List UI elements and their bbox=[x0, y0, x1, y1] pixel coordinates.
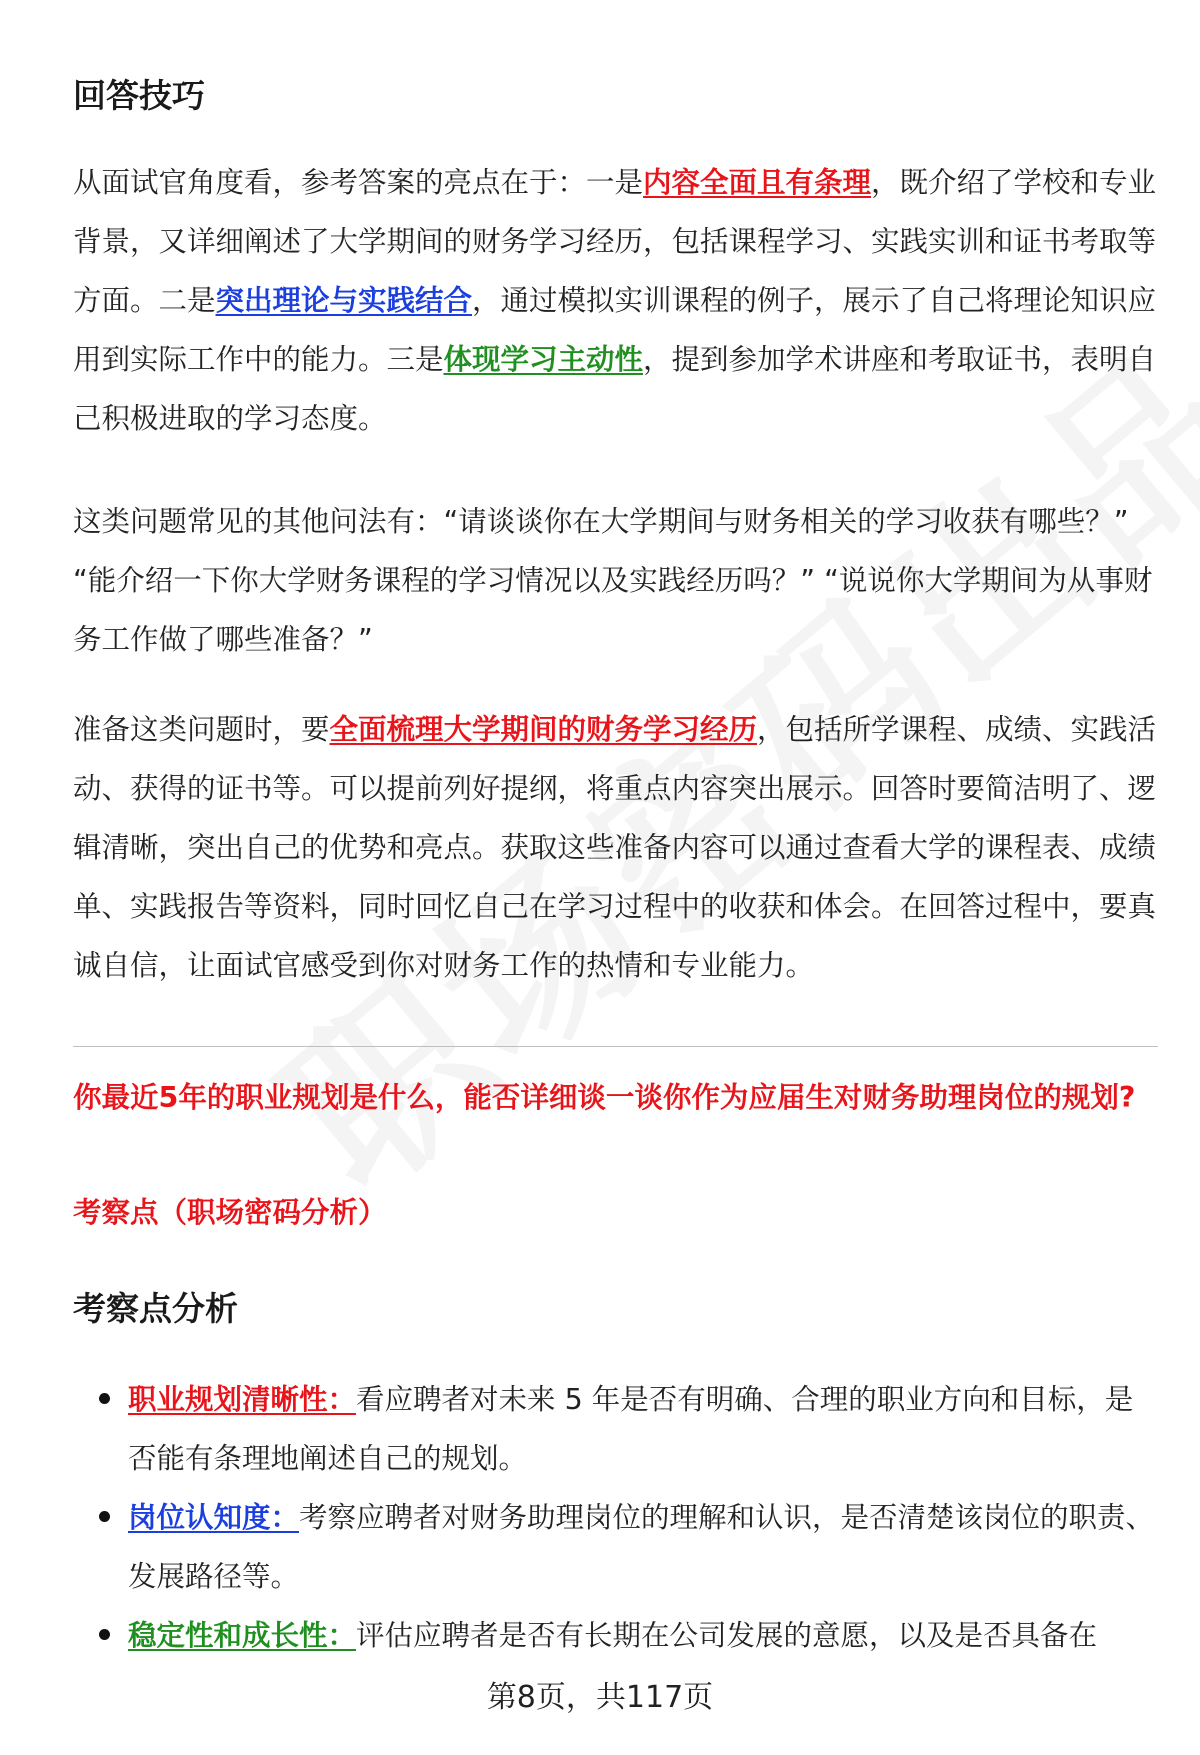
analysis-list bbox=[73, 1370, 1158, 1665]
highlight-initiative: 体现学习主动性 bbox=[443, 343, 644, 376]
bullet-icon bbox=[99, 1511, 110, 1522]
item-text: 评估应聘者是否有长期在公司发展的意愿，以及是否具备在 bbox=[356, 1619, 1098, 1652]
highlight-comprehensive: 内容全面且有条理 bbox=[643, 166, 872, 199]
text-run: ，提到参加学术讲座和考取证书，表明自己积极进取的学习态度。 bbox=[73, 343, 1157, 435]
text-run: ，通过模拟实训课程的例子，展示了自己将理论知识应用到实际工作中的能力。三是 bbox=[73, 284, 1157, 376]
section-title-analysis: 考察点分析 bbox=[73, 1289, 238, 1328]
item-label: 岗位认知度： bbox=[128, 1501, 300, 1534]
page-number: 第8页，共117页 bbox=[486, 1680, 714, 1715]
item-text: 看应聘者对未来 5 年是否有明确、合理的职业方向和目标，是否能有条理地阐述自己的规划。 bbox=[128, 1383, 1134, 1475]
item-label: 职业规划清晰性： bbox=[128, 1383, 357, 1416]
bullet-icon bbox=[99, 1629, 110, 1640]
interview-question: 你最近5年的职业规划是什么，能否详细谈一谈你作为应届生对财务助理岗位的规划? bbox=[73, 1081, 1136, 1114]
list-item bbox=[73, 1488, 1158, 1606]
text-run: ，包括所学课程、成绩、实践活动、获得的证书等。可以提前列好提纲，将重点内容突出展示。回答时要简洁明了、逻辑清晰，突出自己的优势和亮点。获取这些准备内容可以通过查看大学的课程表、成绩单、实践报告等资料，同时回忆自己在学习过程中的收获和体会。在回答过程中，要真诚自信，让面试官感受到你对财务工作的热情和专业能力。 bbox=[73, 713, 1157, 982]
item-label: 稳定性和成长性： bbox=[128, 1619, 357, 1652]
section-title-answer-tips: 回答技巧 bbox=[73, 76, 205, 115]
list-item bbox=[73, 1370, 1158, 1488]
text-run: 准备这类问题时，要 bbox=[73, 713, 330, 746]
subheading-assessment: 考察点（职场密码分析） bbox=[73, 1196, 387, 1229]
paragraph-preparation bbox=[73, 700, 1158, 995]
paragraph-highlights bbox=[73, 153, 1158, 448]
paragraph-alternative-questions: 这类问题常见的其他问法有：“请谈谈你在大学期间与财务相关的学习收获有哪些？” “能介绍一下你大学财务课程的学习情况以及实践经历吗？” “说说你大学期间为从事财务工作做了哪些准备？” bbox=[73, 505, 1153, 656]
bullet-icon bbox=[99, 1393, 110, 1404]
highlight-theory-practice: 突出理论与实践结合 bbox=[215, 284, 473, 317]
item-text: 考察应聘者对财务助理岗位的理解和认识，是否清楚该岗位的职责、发展路径等。 bbox=[128, 1501, 1155, 1593]
text-run: ，既介绍了学校和专业背景，又详细阐述了大学期间的财务学习经历，包括课程学习、实践实训和证书考取等方面。二是 bbox=[73, 166, 1157, 317]
highlight-review-experience: 全面梳理大学期间的财务学习经历 bbox=[329, 713, 758, 746]
list-item bbox=[73, 1606, 1158, 1665]
text-run: 从面试官角度看，参考答案的亮点在于：一是 bbox=[73, 166, 644, 199]
divider bbox=[73, 1046, 1158, 1047]
